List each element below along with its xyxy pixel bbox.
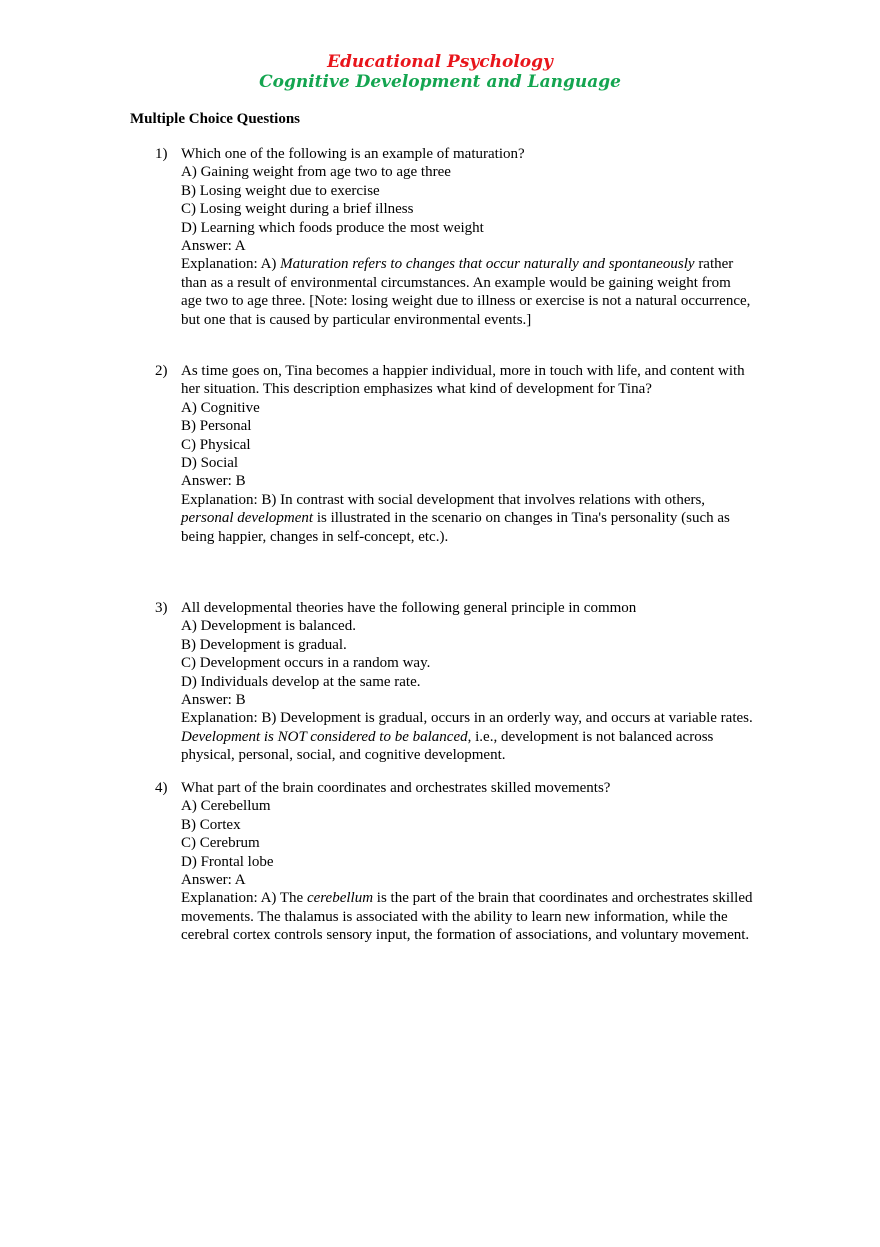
explanation-emphasis: Development is NOT considered to be balanced [181,728,468,745]
answer-option: A) Gaining weight from age two to age three [181,164,451,181]
question-2 [155,362,755,546]
question-4 [155,779,755,945]
answer-option: B) Losing weight due to exercise [181,182,380,199]
question-prompt: Which one of the following is an example of maturation? [181,146,525,162]
question-3 [155,599,755,765]
answer-option: A) Cognitive [181,399,260,416]
answer-option: C) Development occurs in a random way. [181,655,431,672]
question-prompt: All developmental theories have the following general principle in common [181,600,637,616]
question-number: 3) [155,600,168,616]
answer-option: D) Individuals develop at the same rate. [181,673,421,690]
answer-option: C) Losing weight during a brief illness [181,201,414,218]
answer-option: B) Personal [181,418,252,435]
question-number: 1) [155,146,168,162]
answer-option: C) Physical [181,436,251,453]
answer-key: Answer: A [181,872,246,889]
explanation: Explanation: A) The cerebellum is the part of the brain that coordinates and orchestrates skilled movements. The thalamus is associated with the ability to learn new information, while the cerebral cortex controls sensory input, the formation of associations, and voluntary movement. [181,890,753,944]
document-title: Educational Psychology [327,52,553,72]
question-number: 2) [155,363,168,379]
answer-option: A) Development is balanced. [181,618,356,635]
answer-option: A) Cerebellum [181,798,271,815]
answer-option: D) Learning which foods produce the most weight [181,219,484,236]
answer-key: Answer: B [181,692,246,709]
explanation: Explanation: A) Maturation refers to changes that occur naturally and spontaneously rather than as a result of environmental circumstances. An example would be gaining weight from age two to age three. [Note: losing weight due to illness or exercise is not a natural occurrence, but one that is caused by particular environmental events.] [181,256,751,328]
answer-option: D) Frontal lobe [181,853,274,870]
answer-option: B) Development is gradual. [181,636,347,653]
explanation: Explanation: B) Development is gradual, occurs in an orderly way, and occurs at variable rates. Development is NOT considered to be balanced, i.e., development is not balanced across physical, personal, social, and cognitive development. [181,710,753,764]
answer-key: Answer: B [181,473,246,490]
question-1 [155,145,755,329]
answer-key: Answer: A [181,238,246,255]
answer-option: D) Social [181,455,239,472]
answer-option: B) Cortex [181,816,241,833]
section-heading: Multiple Choice Questions [130,111,301,127]
explanation-emphasis: personal development [181,510,314,527]
document-subtitle: Cognitive Development and Language [259,72,621,92]
explanation: Explanation: B) In contrast with social development that involves relations with others, personal development is illustrated in the scenario on changes in Tina's personality (such as being happier, changes in self-concept, etc.). [181,491,730,545]
question-prompt: As time goes on, Tina becomes a happier individual, more in touch with life, and content with her situation. This description emphasizes what kind of development for Tina? [181,363,745,398]
explanation-emphasis: cerebellum [306,890,374,907]
question-prompt: What part of the brain coordinates and orchestrates skilled movements? [181,780,611,796]
answer-option: C) Cerebrum [181,835,260,852]
explanation-emphasis: Maturation refers to changes that occur naturally and spontaneously [280,256,695,273]
question-number: 4) [155,780,168,796]
